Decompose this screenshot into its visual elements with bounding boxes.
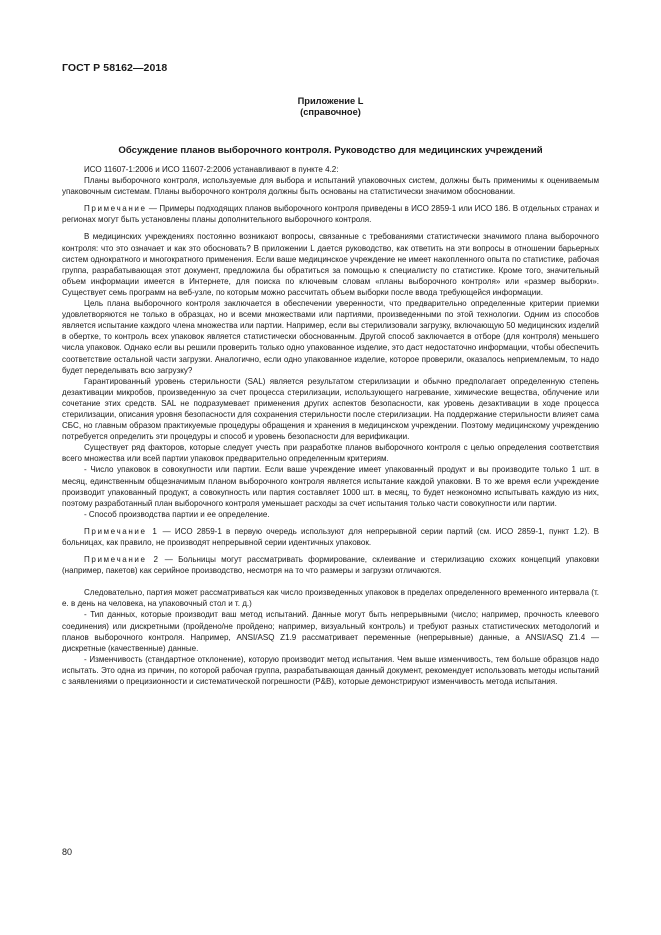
paragraph: Цель плана выборочного контроля заключается в обеспечении уверенности, что предварительно определенные критерии приемки удовлетворяются не только в образцах, но и всеми множествами или партиями, произведенными по этой технологии. Одним из способов является испытание каждого члена множества или партии. Например, если вы стерилизовали загрузку, включающую 50 медицинских изделий в обертке, то контроль всех упаковок является статистически обоснованным. Другой способ заключается в отборе (для контроля) меньшего числа упаковок. Однако если вы решили проверить только одно упакованное изделие, это даст недостаточно информации, чтобы обеспечить соответствие остальной части загрузки. Аналогично, если одно упакованное изделие, которое проверили, оказалось неприемлемым, то надо будет переделывать всю загрузку?	[62, 299, 599, 375]
paragraph: Планы выборочного контроля, используемые для выбора и испытаний упаковочных систем, должны быть применимы к оцениваемым упаковочным системам. Планы выборочного контроля должны быть основаны на статистически значимом обосновании.	[62, 176, 599, 197]
list-item: - Изменчивость (стандартное отклонение), которую производит метод испытания. Чем выше изменчивость, тем больше образцов надо испытать. Это одна из причин, по которой рабочая группа, разрабатывающая данный документ, рекомендует использовать методы испытаний с заявлениями о прецизионности и систематической погрешности (P&B), которые демонстрируют изменчивость метода испытания.	[62, 654, 599, 687]
note-text: — ИСО 2859-1 в первую очередь используют для непрерывной серии партий (см. ИСО 2859-1, пункт 1.2). В больницах, как правило, не производят непрерывной серии идентичных упаковок.	[62, 526, 599, 547]
paragraph: Существует ряд факторов, которые следует учесть при разработке планов выборочного контроля с целью определения соответствия всего множества или всей партии упаковок предварительно определенным критериям.	[62, 443, 599, 464]
note-text: — Примеры подходящих планов выборочного контроля приведены в ИСО 2859-1 или ИСО 186. В отдельных странах и регионах могут быть установлены планы дополнительного выборочного контроля.	[62, 204, 599, 225]
note-label: Примечание	[84, 204, 147, 214]
paragraph: Следовательно, партия может рассматриваться как число произведенных упаковок в пределах определенного временного интервала (т. е. в день на человека, на упаковочный стол и т. д.)	[62, 588, 599, 609]
body-text	[62, 164, 599, 687]
note	[62, 203, 599, 225]
paragraph: Гарантированный уровень стерильности (SAL) является результатом стерилизации и обычно предполагает определенную степень дезактивации микробов, произведенную за счет процесса стерилизации, использующего нагревание, химические вещества, облучение или сочетание этих средств. SAL не подразумевает применения других аспектов безопасности, как уровень дезактивации в ходе процесса стерилизации, описания уровня безопасности для сохранения стерильности после стерилизации. На поддержание стерильности влияет сама СБС, но главным образом практикуемые процедуры обращения и хранения в медицинском учреждении. Поэтому медицинскому учреждению потребуется определить эти процедуры и способ и уровень безопасности для верификации.	[62, 376, 599, 442]
appendix-type: (справочное)	[300, 107, 361, 117]
note-text: — Больницы могут рассматривать формирование, склеивание и стерилизацию схожих концепций упаковки (например, пакетов) как серийное производство, несмотря на то что размеры и загрузки отличаются.	[62, 555, 599, 576]
note	[62, 526, 599, 548]
appendix-label: Приложение L	[297, 96, 364, 106]
list-item: - Число упаковок в совокупности или партии. Если ваше учреждение имеет упакованный продукт и вы производите только 1 шт. в месяц, единственным общезначимым планом выборочного контроля является испытание каждой упаковки. В то же время если учреждение производит упакованный продукт, а совокупность или партия составляет 1000 шт. в месяц, то будет неэкономно испытывать каждую из них, поэтому разработанный план выборочного контроля уменьшает расходы за счет испытания только части совокупности или партии.	[62, 465, 599, 508]
page-number: 80	[62, 847, 73, 857]
note	[62, 554, 599, 576]
paragraph: В медицинских учреждениях постоянно возникают вопросы, связанные с требованиями статистически значимого плана выборочного контроля: что это означает и как это обосновать? В приложении L дается руководство, как ответить на эти вопросы в отношении барьерных систем однократного и многократного применения. Если ваше медицинское учреждение не имеет накопленного опыта по статистике, рабочая группа, разрабатывающая этот документ, предложила бы обратиться за помощью к специалисту по статистике. Кроме того, значительный объем информации имеется в Интернете, для поиска по ключевым словам «планы выборочного контроля» или «размер выборки». Существует семь программ на веб-узле, по которым можно рассчитать объем выборки после ввода требующейся информации.	[62, 232, 599, 297]
standard-header: ГОСТ Р 58162—2018	[62, 62, 168, 74]
note-label: Примечание 1	[84, 526, 159, 536]
list-item: - Тип данных, которые производит ваш метод испытаний. Данные могут быть непрерывными (число; например, прочность клеевого соединения) или дискретными (пройдено/не пройдено; например, визуальный контроль) и требуют разных статистических методологий и планов выборочного контроля. Например, ANSI/ASQ Z1.9 рассматривает переменные (непрерывные) данные, а ANSI/ASQ Z1.4 — дискретные (качественные) данные.	[62, 610, 599, 653]
note-label: Примечание 2	[84, 555, 160, 565]
section-title: Обсуждение планов выборочного контроля. Руководство для медицинских учреждений	[118, 145, 543, 156]
list-item: - Способ производства партии и ее определение.	[84, 509, 270, 519]
paragraph: ИСО 11607-1:2006 и ИСО 11607-2:2006 устанавливают в пункте 4.2:	[84, 165, 339, 174]
